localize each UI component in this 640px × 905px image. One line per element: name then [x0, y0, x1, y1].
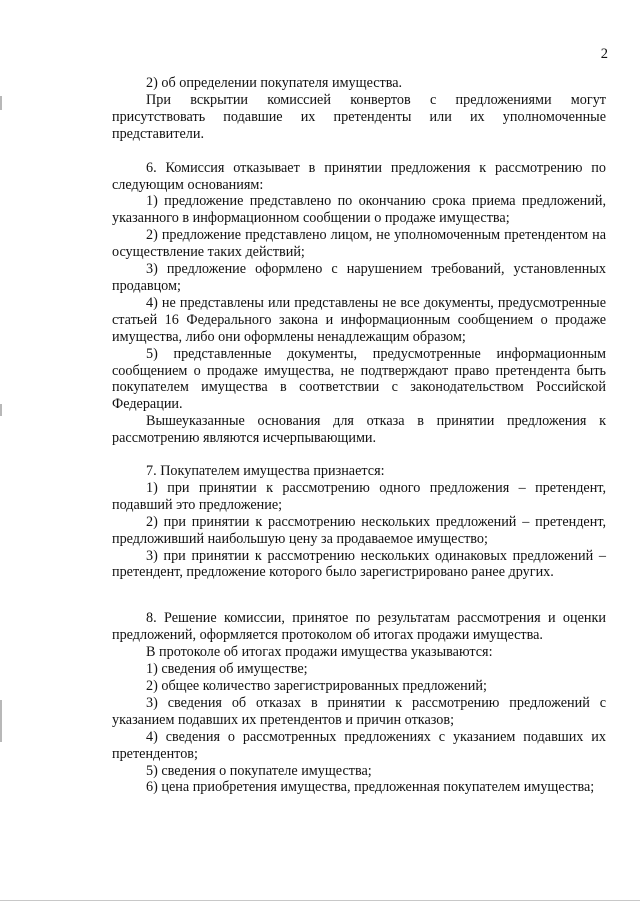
section-heading-6: 6. Комиссия отказывает в принятии предложения к рассмотрению по следующим основаниям: — [112, 159, 606, 193]
list-item: 2) общее количество зарегистрированных предложений; — [146, 678, 487, 694]
list-item: 3) при принятии к рассмотрению нескольких одинаковых предложений – претендент, предложение которого было зарегистрировано ранее других. — [112, 547, 606, 581]
list-item: 3) сведения об отказах в принятии к рассмотрению предложений с указанием подавших их претендентов и причин отказов; — [112, 694, 606, 728]
list-item: 5) представленные документы, предусмотренные информационным сообщением о продаже имущества, не подтверждают право претендента быть покупателем имущества в соответствии с законодательством Российской Федерации. — [112, 345, 606, 413]
paragraph: При вскрытии комиссией конвертов с предложениями могут присутствовать подавшие их претенденты или их уполномоченные представители. — [112, 91, 606, 142]
page-number: 2 — [600, 46, 608, 62]
list-item: 1) сведения об имуществе; — [146, 661, 308, 678]
paragraph: Вышеуказанные основания для отказа в принятии предложения к рассмотрению являются исчерпывающими. — [112, 413, 606, 447]
list-item: 4) сведения о рассмотренных предложениях с указанием подавших их претендентов; — [112, 728, 606, 762]
list-item: 1) при принятии к рассмотрению одного предложения – претендент, подавший это предложение; — [112, 479, 606, 513]
paragraph: 2) об определении покупателя имущества. — [146, 75, 403, 91]
scan-edge-mark — [0, 700, 2, 742]
scan-edge-mark — [0, 404, 2, 416]
scan-edge-mark — [0, 96, 2, 110]
section-heading-8: 8. Решение комиссии, принятое по результатам рассмотрения и оценки предложений, оформляется протоколом об итогах продажи имущества. — [112, 610, 606, 644]
section-heading-7: 7. Покупателем имущества признается: — [146, 463, 385, 480]
list-item: 2) при принятии к рассмотрению нескольких предложений – претендент, предложивший наибольшую цену за продаваемое имущество; — [112, 513, 606, 547]
list-item: 5) сведения о покупателе имущества; — [146, 762, 372, 779]
document-body — [112, 75, 606, 796]
scan-bottom-edge — [0, 900, 640, 901]
list-item: 6) цена приобретения имущества, предложенная покупателем имущества; — [146, 779, 595, 796]
list-item: 2) предложение представлено лицом, не уполномоченным претендентом на осуществление таких действий; — [112, 227, 606, 261]
list-item: 1) предложение представлено по окончанию срока приема предложений, указанного в информационном сообщении о продаже имущества; — [112, 193, 606, 227]
paragraph: В протоколе об итогах продажи имущества указываются: — [146, 644, 493, 661]
list-item: 3) предложение оформлено с нарушением требований, установленных продавцом; — [112, 261, 606, 294]
list-item: 4) не представлены или представлены не все документы, предусмотренные статьей 16 Федерального закона и информационным сообщением о продаже имущества, либо они оформлены ненадлежащим образом; — [112, 294, 606, 345]
